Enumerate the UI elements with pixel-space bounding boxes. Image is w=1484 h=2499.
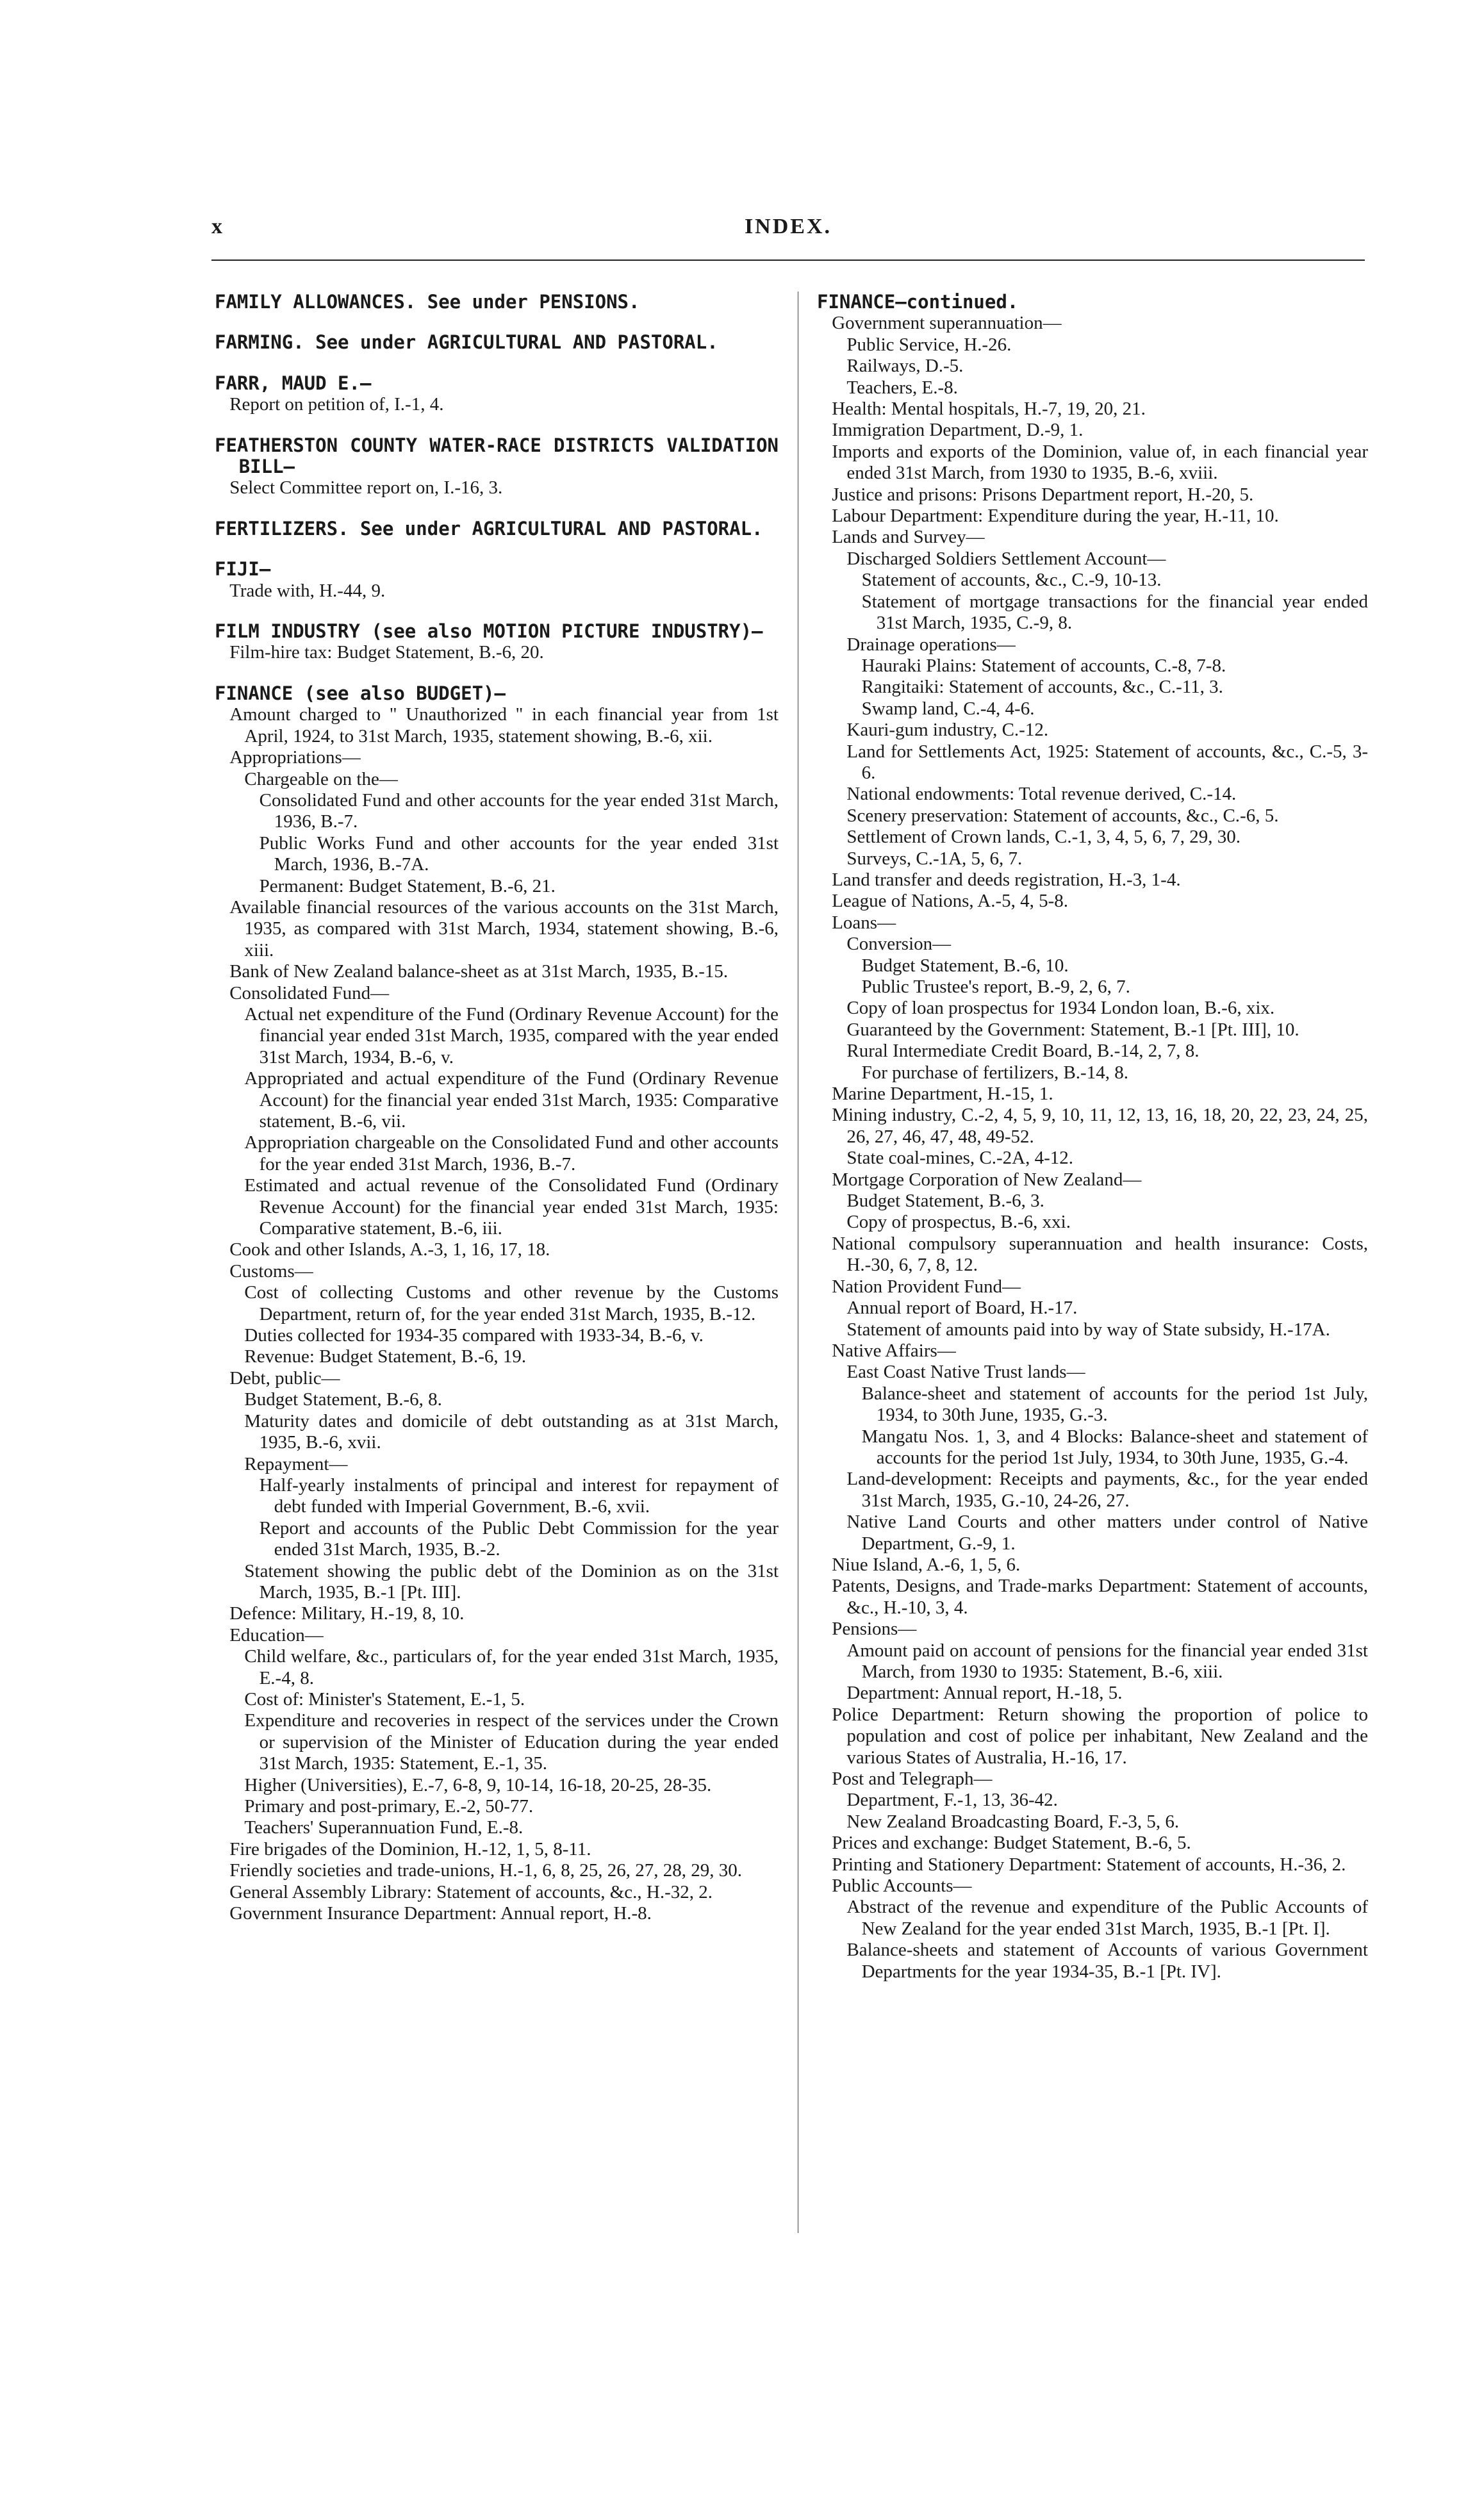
index-entry: Half-yearly instalments of principal and interest for repayment of debt funded with Imperial Government, B.-6, xvii.: [259, 1474, 779, 1517]
index-entry: Maturity dates and domicile of debt outstanding as at 31st March, 1935, B.-6, xvii.: [244, 1410, 779, 1453]
index-entry: Appropriated and actual expenditure of the Fund (Ordinary Revenue Account) for the financial year ended 31st March, 1935: Comparative statement, B.-6, vii.: [244, 1068, 779, 1132]
index-entry: Swamp land, C.-4, 4-6.: [861, 698, 1035, 719]
index-entry: Budget Statement, B.-6, 10.: [861, 955, 1069, 976]
index-heading: FINANCE—continued.: [817, 291, 1019, 313]
index-entry: Film-hire tax: Budget Statement, B.-6, 20.: [229, 642, 544, 663]
index-entry: Rural Intermediate Credit Board, B.-14, 2, 7, 8.: [846, 1041, 1200, 1062]
index-entry: Department: Annual report, H.-18, 5.: [846, 1683, 1123, 1704]
index-entry: Mortgage Corporation of New Zealand—: [832, 1169, 1142, 1190]
index-entry: Trade with, H.-44, 9.: [229, 580, 386, 601]
index-entry: Imports and exports of the Dominion, value of, in each financial year ended 31st March, from 1930 to 1935, B.-6, xviii.: [832, 441, 1368, 484]
index-entry: National compulsory superannuation and health insurance: Costs, H.-30, 6, 7, 8, 12.: [832, 1233, 1368, 1276]
index-entry: Permanent: Budget Statement, B.-6, 21.: [259, 875, 556, 896]
index-entry: Public Service, H.-26.: [846, 334, 1012, 355]
index-entry: League of Nations, A.-5, 4, 5-8.: [832, 891, 1069, 912]
index-entry: Cost of: Minister's Statement, E.-1, 5.: [244, 1688, 525, 1710]
index-heading: FINANCE (see also BUDGET)—: [215, 682, 506, 704]
index-entry: Mining industry, C.-2, 4, 5, 9, 10, 11, 12, 13, 16, 18, 20, 22, 23, 24, 25, 26, 27, 46, 47, 48, 49-52.: [832, 1105, 1368, 1147]
running-head: INDEX.: [744, 215, 832, 238]
index-entry: Child welfare, &c., particulars of, for the year ended 31st March, 1935, E.-4, 8.: [244, 1646, 779, 1688]
index-entry: Report and accounts of the Public Debt Commission for the year ended 31st March, 1935, B.-2.: [259, 1517, 779, 1560]
index-entry: Statement showing the public debt of the Dominion as on the 31st March, 1935, B.-1 [Pt. III].: [244, 1560, 779, 1603]
index-entry: Mangatu Nos. 1, 3, and 4 Blocks: Balance-sheet and statement of accounts for the period 1st July, 1934, to 30th June, 1935, G.-4.: [861, 1426, 1368, 1468]
index-heading: FEATHERSTON COUNTY WATER-RACE DISTRICTS VALIDATION BILL—: [215, 434, 779, 478]
index-entry: State coal-mines, C.-2A, 4-12.: [846, 1148, 1073, 1169]
index-entry: National endowments: Total revenue derived, C.-14.: [846, 784, 1237, 805]
index-entry: Public Accounts—: [832, 1876, 972, 1897]
index-entry: Guaranteed by the Government: Statement, B.-1 [Pt. III], 10.: [846, 1019, 1299, 1040]
index-entry: Repayment—: [244, 1453, 348, 1474]
index-entry: Nation Provident Fund—: [832, 1276, 1021, 1297]
index-entry: Abstract of the revenue and expenditure of the Public Accounts of New Zealand for the year ended 31st March, 1935, B.-1 [Pt. I].: [846, 1897, 1368, 1939]
index-entry: Cook and other Islands, A.-3, 1, 16, 17, 18.: [229, 1239, 550, 1260]
index-entry: Select Committee report on, I.-16, 3.: [229, 477, 503, 499]
index-entry: Balance-sheets and statement of Accounts of various Government Departments for the year 1934-35, B.-1 [Pt. IV].: [846, 1940, 1368, 1982]
index-entry: Public Trustee's report, B.-9, 2, 6, 7.: [861, 977, 1130, 997]
index-entry: Copy of prospectus, B.-6, xxi.: [846, 1212, 1071, 1233]
index-entry: Defence: Military, H.-19, 8, 10.: [229, 1603, 465, 1624]
index-entry: Justice and prisons: Prisons Department report, H.-20, 5.: [832, 484, 1254, 505]
index-entry: Actual net expenditure of the Fund (Ordinary Revenue Account) for the financial year ended 31st March, 1935, compared with the year ended 31st March, 1934, B.-6, v.: [244, 1003, 779, 1068]
page-number: x: [211, 215, 223, 238]
index-heading: FARR, MAUD E.—: [215, 372, 372, 394]
index-entry: Available financial resources of the various accounts on the 31st March, 1935, as compared with 31st March, 1934, statement showing, B.-6, xiii.: [229, 896, 779, 961]
index-entry: Expenditure and recoveries in respect of the services under the Crown or supervision of the Minister of Education during the year ended 31st March, 1935: Statement, E.-1, 35.: [244, 1710, 779, 1774]
index-entry: Scenery preservation: Statement of accounts, &c., C.-6, 5.: [846, 805, 1279, 826]
index-entry: Niue Island, A.-6, 1, 5, 6.: [832, 1554, 1021, 1575]
index-entry: Labour Department: Expenditure during the year, H.-11, 10.: [832, 506, 1279, 527]
index-entry: Rangitaiki: Statement of accounts, &c., C.-11, 3.: [861, 677, 1223, 698]
index-entry: Settlement of Crown lands, C.-1, 3, 4, 5, 6, 7, 29, 30.: [846, 827, 1241, 848]
index-entry: Annual report of Board, H.-17.: [846, 1298, 1078, 1319]
index-entry: Budget Statement, B.-6, 8.: [244, 1389, 442, 1410]
index-entry: Health: Mental hospitals, H.-7, 19, 20, 21.: [832, 399, 1146, 420]
index-entry: Post and Telegraph—: [832, 1769, 993, 1790]
index-entry: Consolidated Fund—: [229, 982, 390, 1003]
index-entry: Revenue: Budget Statement, B.-6, 19.: [244, 1346, 527, 1367]
index-entry: Copy of loan prospectus for 1934 London loan, B.-6, xix.: [846, 998, 1275, 1019]
index-entry: Drainage operations—: [846, 634, 1016, 655]
index-heading: FAMILY ALLOWANCES. See under PENSIONS.: [215, 291, 640, 313]
index-column-left: [215, 292, 779, 1924]
header-rule: [211, 260, 1365, 261]
index-entry: Friendly societies and trade-unions, H.-1, 6, 8, 25, 26, 27, 28, 29, 30.: [229, 1860, 743, 1881]
index-entry: Duties collected for 1934-35 compared with 1933-34, B.-6, v.: [244, 1325, 704, 1346]
index-entry: Land-development: Receipts and payments, &c., for the year ended 31st March, 1935, G.-10, 24-26, 27.: [846, 1469, 1368, 1511]
index-entry: Balance-sheet and statement of accounts for the period 1st July, 1934, to 30th June, 1935, G.-3.: [861, 1383, 1368, 1426]
index-entry: Government Insurance Department: Annual report, H.-8.: [229, 1903, 652, 1924]
index-entry: Railways, D.-5.: [846, 356, 964, 377]
index-entry: Chargeable on the—: [244, 768, 398, 789]
index-entry: Teachers, E.-8.: [846, 377, 958, 398]
index-entry: Appropriation chargeable on the Consolidated Fund and other accounts for the year ended 31st March, 1936, B.-7.: [244, 1132, 779, 1175]
index-entry: Surveys, C.-1A, 5, 6, 7.: [846, 848, 1023, 869]
index-entry: Conversion—: [846, 934, 952, 955]
index-entry: Discharged Soldiers Settlement Account—: [846, 548, 1166, 569]
index-entry: Primary and post-primary, E.-2, 50-77.: [244, 1796, 534, 1817]
index-entry: Bank of New Zealand balance-sheet as at 31st March, 1935, B.-15.: [229, 961, 729, 982]
index-entry: Land for Settlements Act, 1925: Statement of accounts, &c., C.-5, 3-6.: [846, 741, 1368, 783]
index-entry: Land transfer and deeds registration, H.-3, 1-4.: [832, 869, 1181, 890]
index-entry: Loans—: [832, 912, 896, 933]
index-entry: Hauraki Plains: Statement of accounts, C.-8, 7-8.: [861, 655, 1226, 676]
index-entry: Higher (Universities), E.-7, 6-8, 9, 10-14, 16-18, 20-25, 28-35.: [244, 1774, 712, 1795]
index-entry: Patents, Designs, and Trade-marks Department: Statement of accounts, &c., H.-10, 3, 4.: [832, 1576, 1368, 1618]
index-entry: Immigration Department, D.-9, 1.: [832, 420, 1084, 441]
index-entry: Native Land Courts and other matters under control of Native Department, G.-9, 1.: [846, 1512, 1368, 1554]
index-entry: New Zealand Broadcasting Board, F.-3, 5, 6.: [846, 1811, 1180, 1832]
index-entry: Report on petition of, I.-1, 4.: [229, 394, 444, 415]
index-entry: Appropriations—: [229, 747, 361, 768]
index-entry: Cost of collecting Customs and other revenue by the Customs Department, return of, for the year ended 31st March, 1935, B.-12.: [244, 1282, 779, 1324]
index-entry: Lands and Survey—: [832, 527, 985, 548]
index-entry: For purchase of fertilizers, B.-14, 8.: [861, 1062, 1128, 1083]
index-entry: Marine Department, H.-15, 1.: [832, 1084, 1053, 1105]
index-entry: Debt, public—: [229, 1367, 340, 1389]
index-entry: Printing and Stationery Department: Statement of accounts, H.-36, 2.: [832, 1854, 1346, 1875]
index-entry: Statement of amounts paid into by way of State subsidy, H.-17A.: [846, 1319, 1330, 1340]
index-entry: Estimated and actual revenue of the Consolidated Fund (Ordinary Revenue Account) for the financial year ended 31st March, 1935: Comparative statement, B.-6, iii.: [244, 1175, 779, 1239]
index-heading: FILM INDUSTRY (see also MOTION PICTURE INDUSTRY)—: [215, 620, 763, 643]
index-entry: Department, F.-1, 13, 36-42.: [846, 1790, 1058, 1811]
index-entry: East Coast Native Trust lands—: [846, 1362, 1085, 1383]
index-entry: Fire brigades of the Dominion, H.-12, 1, 5, 8-11.: [229, 1838, 591, 1860]
index-entry: Public Works Fund and other accounts for the year ended 31st March, 1936, B.-7A.: [259, 832, 779, 875]
index-entry: Native Affairs—: [832, 1340, 956, 1361]
index-entry: Amount charged to " Unauthorized " in each financial year from 1st April, 1924, to 31st March, 1935, statement showing, B.-6, xii.: [229, 704, 779, 746]
index-entry: Amount paid on account of pensions for the financial year ended 31st March, from 1930 to 1935: Statement, B.-6, xiii.: [846, 1640, 1368, 1682]
index-entry: Budget Statement, B.-6, 3.: [846, 1191, 1044, 1212]
index-entry: Kauri-gum industry, C.-12.: [846, 720, 1049, 741]
index-entry: Education—: [229, 1624, 324, 1645]
page-header: [211, 215, 1365, 253]
index-entry: Customs—: [229, 1260, 313, 1282]
index-heading: FERTILIZERS. See under AGRICULTURAL AND PASTORAL.: [215, 517, 763, 540]
index-entry: Police Department: Return showing the proportion of police to population and cost of police per inhabitant, New Zealand and the various States of Australia, H.-16, 17.: [832, 1704, 1368, 1768]
index-entry: General Assembly Library: Statement of accounts, &c., H.-32, 2.: [229, 1881, 713, 1902]
index-column-right: [817, 292, 1368, 1983]
index-entry: Government superannuation—: [832, 313, 1062, 334]
index-entry: Statement of mortgage transactions for the financial year ended 31st March, 1935, C.-9, 8.: [861, 591, 1368, 634]
index-entry: Consolidated Fund and other accounts for the year ended 31st March, 1936, B.-7.: [259, 789, 779, 832]
index-entry: Pensions—: [832, 1619, 917, 1640]
index-entry: Statement of accounts, &c., C.-9, 10-13.: [861, 570, 1162, 591]
index-heading: FARMING. See under AGRICULTURAL AND PASTORAL.: [215, 331, 718, 354]
index-heading: FIJI—: [215, 558, 271, 581]
index-entry: Prices and exchange: Budget Statement, B.-6, 5.: [832, 1833, 1191, 1854]
index-entry: Teachers' Superannuation Fund, E.-8.: [244, 1817, 524, 1838]
